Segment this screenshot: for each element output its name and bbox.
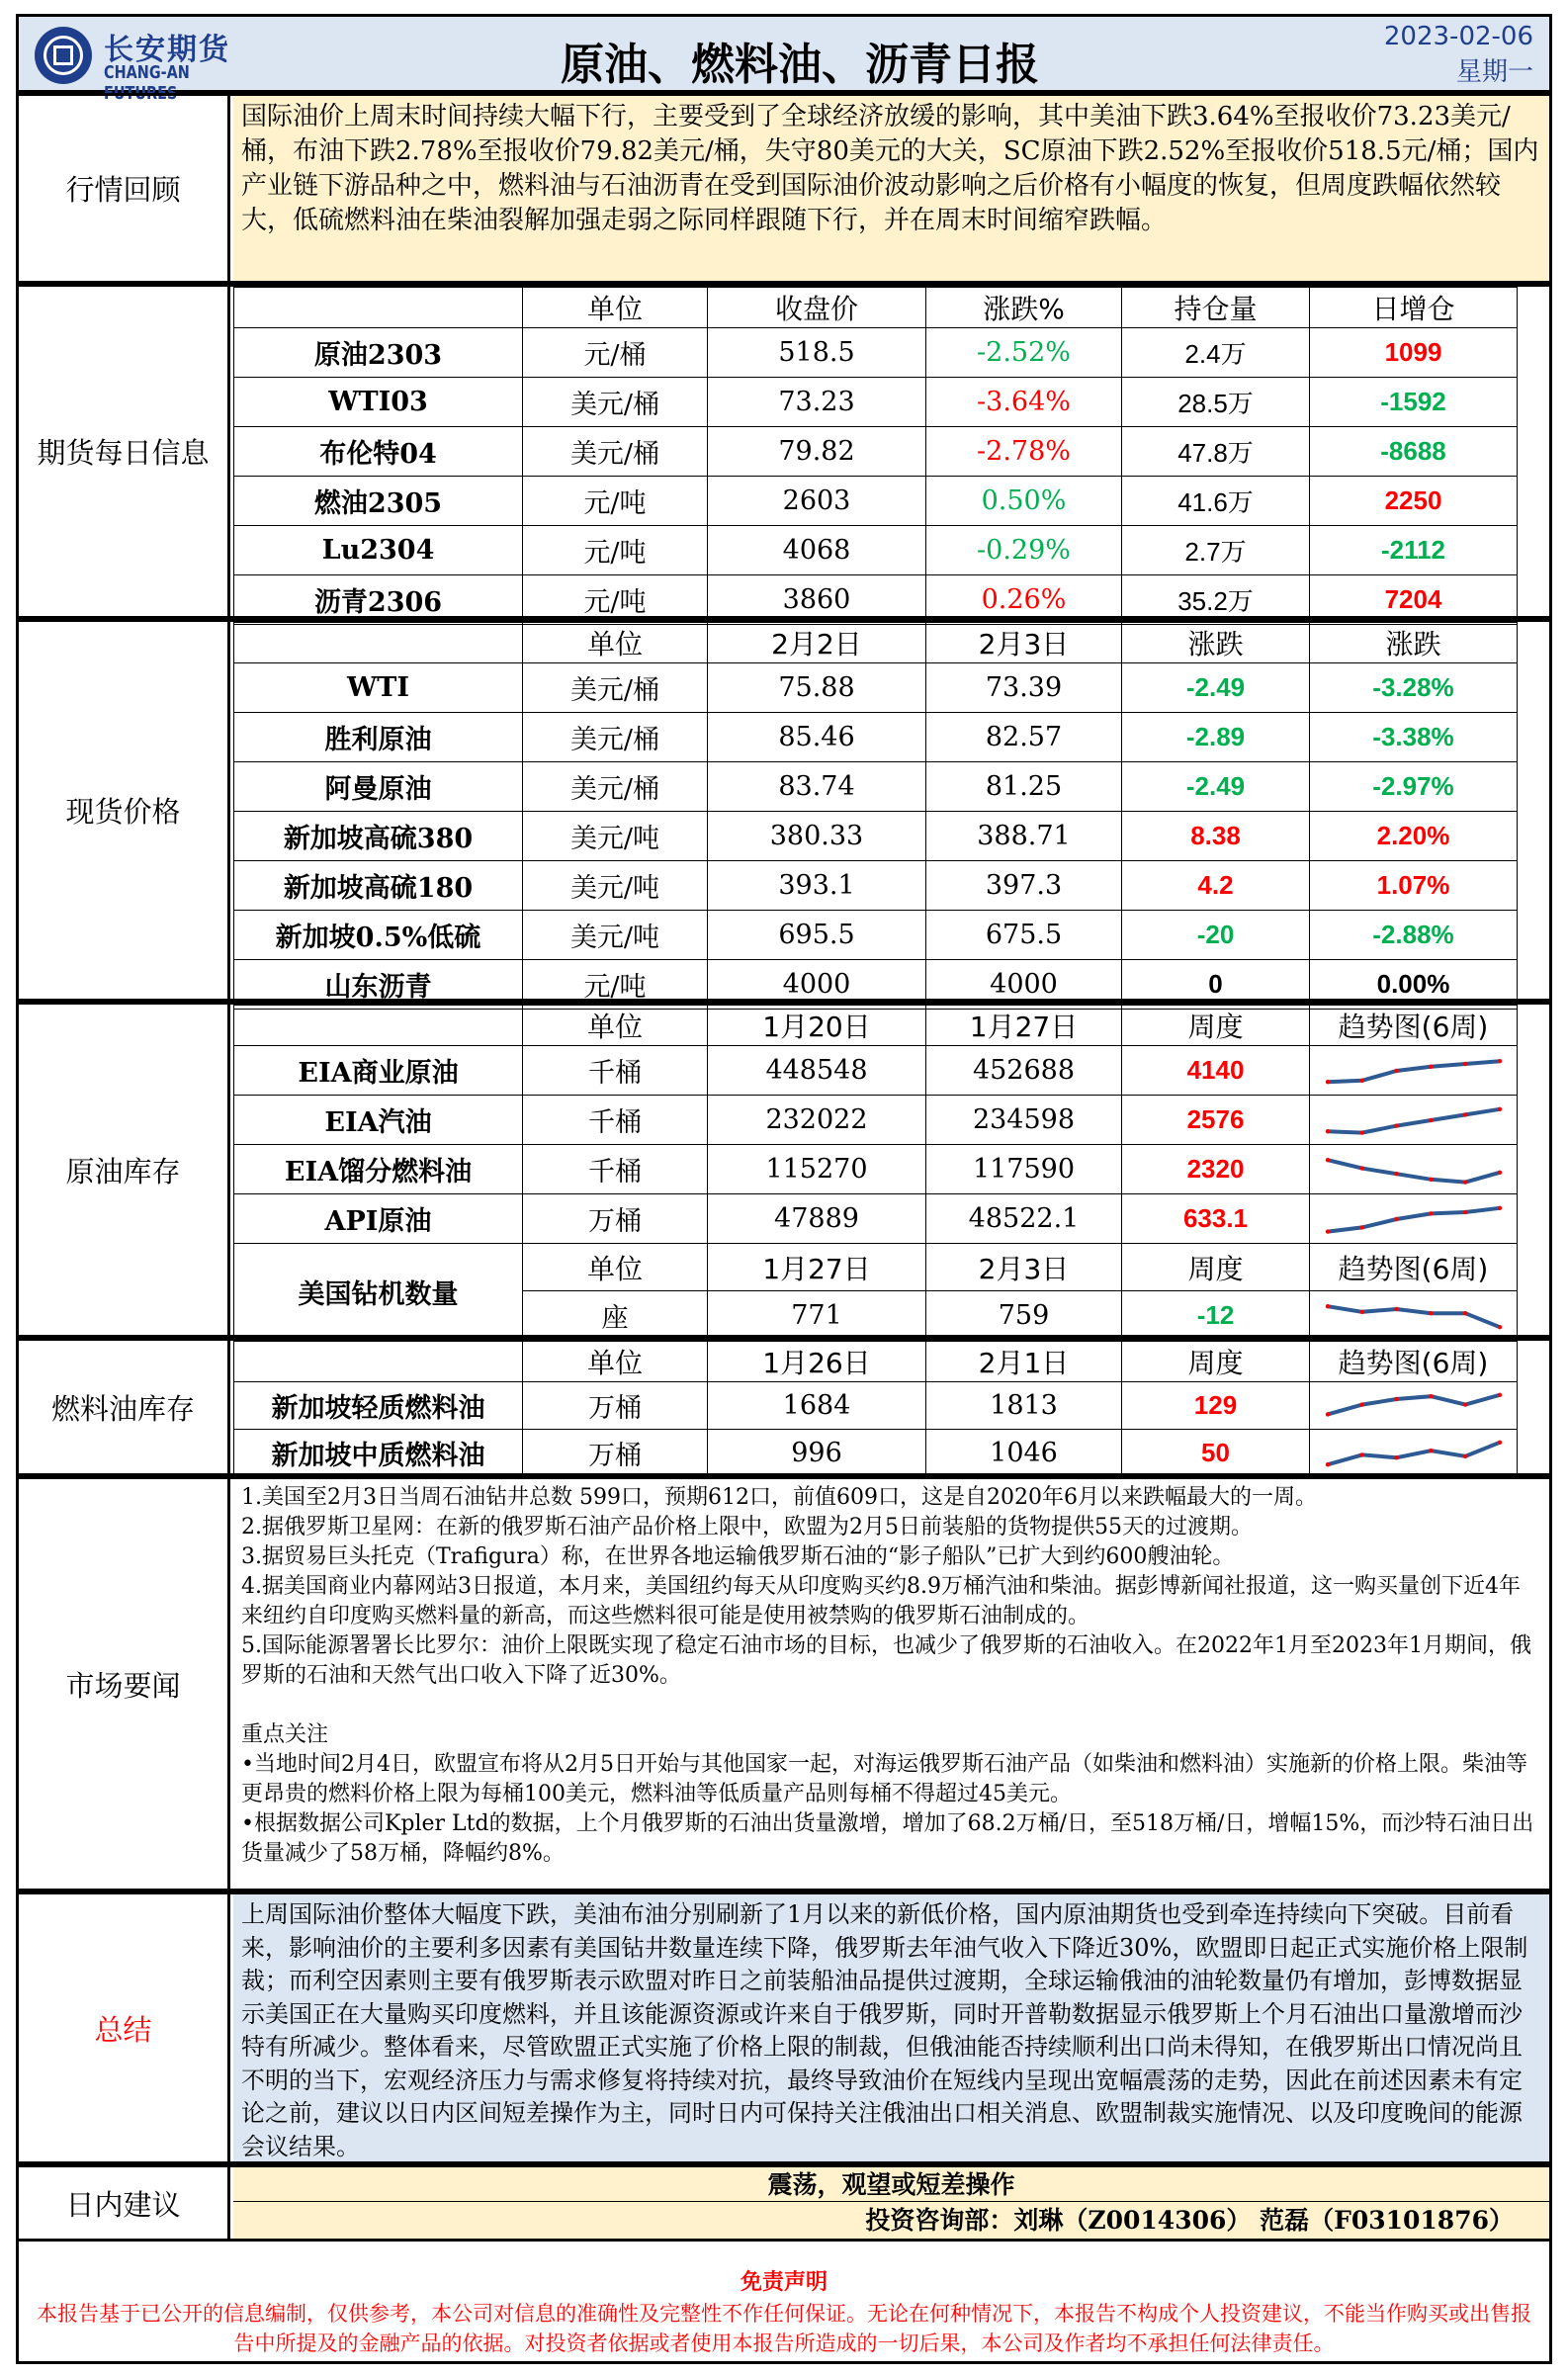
trend-point	[1359, 1166, 1363, 1170]
price-day2: 4000	[926, 960, 1122, 1010]
value-week2: 759	[926, 1291, 1122, 1341]
unit-cell: 座	[523, 1291, 708, 1341]
spot-row	[234, 762, 1518, 812]
unit-cell: 美元/吨	[523, 861, 708, 911]
trend-sparkline	[1320, 1386, 1508, 1426]
trend-point	[1497, 1106, 1501, 1110]
contract-name: Lu2304	[234, 526, 523, 575]
value-week1: 448548	[708, 1046, 926, 1096]
daily-oi-change: -2112	[1310, 526, 1518, 575]
unit-cell: 万桶	[523, 1194, 708, 1244]
disclaimer-text: 本报告基于已公开的信息编制，仅供参考，本公司对信息的准确性及完整性不作任何保证。无论在何种情况下，本报告不构成个人投资建议，不能当作购买或出售报告中所提及的金融产品的依据。对投资者依据或者使用本报告所造成的一切后果，本公司及作者均不承担任何法律责任。	[37, 2302, 1531, 2355]
trend-point	[1429, 1117, 1433, 1121]
inventory-name: 新加坡中质燃料油	[234, 1430, 523, 1477]
disclaimer-title: 免责声明	[740, 2269, 828, 2295]
column-header: 单位	[523, 1006, 708, 1046]
trend-point	[1359, 1452, 1363, 1456]
focus-item: •根据数据公司Kpler Ltd的数据，上个月俄罗斯的石油出货量激增，增加了68.2万桶/日，至518万桶/日，增幅15%，而沙特石油日出货量减少了58万桶，降幅约8%。	[241, 1811, 1534, 1866]
report-title: 原油、燃料油、沥青日报	[561, 40, 1039, 90]
open-interest: 41.6万	[1122, 477, 1310, 526]
column-header: 2月3日	[926, 1244, 1122, 1291]
inventory-row	[234, 1145, 1518, 1194]
price-day1: 393.1	[708, 861, 926, 911]
logo-chinese-name: 长安期货	[104, 33, 230, 67]
trend-point	[1325, 1229, 1329, 1233]
unit-cell: 元/桶	[523, 328, 708, 378]
focus-title: 重点关注	[241, 1722, 329, 1747]
column-header: 日增仓	[1310, 288, 1518, 328]
company-logo	[33, 23, 280, 104]
open-interest: 2.7万	[1122, 526, 1310, 575]
column-header: 涨跌	[1310, 623, 1518, 663]
column-header: 单位	[523, 1244, 708, 1291]
open-interest: 2.4万	[1122, 328, 1310, 378]
futures-row	[234, 575, 1518, 625]
trend-line	[1328, 1108, 1500, 1132]
value-week1: 1684	[708, 1382, 926, 1430]
trend-sparkline	[1320, 1100, 1508, 1140]
price-day1: 695.5	[708, 911, 926, 960]
daily-oi-change: -1592	[1310, 378, 1518, 427]
trend-point	[1359, 1130, 1363, 1134]
value-week2: 452688	[926, 1046, 1122, 1096]
futures-table	[233, 287, 1518, 625]
unit-cell: 元/吨	[523, 960, 708, 1010]
summary-text: 上周国际油价整体大幅度下跌，美油布油分别刷新了1月以来的新低价格，国内原油期货也受到牵连持续向下突破。目前看来，影响油价的主要利多因素有美国钻井数量连续下降，俄罗斯去年油气收入下降近30%，欧盟即日起正式实施价格上限制裁；而利空因素则主要有俄罗斯表示欧盟对昨日之前装船油品提供过渡期，全球运输俄油的油轮数量仍有增加，彭博数据显示美国正在大量购买印度燃料，并且该能源资源或许来自于俄罗斯，同时开普勒数据显示俄罗斯上个月石油出口量激增而沙特有所减少。整体看来，尽管欧盟正式实施了价格上限的制裁，但俄油能否持续顺利出口尚未得知，在俄罗斯出口情况尚且不明的当下，宏观经济压力与需求修复将持续对抗，最终导致油价在短线内呈现出宽幅震荡的走势，因此在前述因素未有定论之前，建议以日内区间短差操作为主，同时日内可保持关注俄油出口相关消息、欧盟制裁实施情况、以及印度晚间的能源会议结果。	[233, 1894, 1549, 2161]
column-header	[234, 1006, 523, 1046]
summary-section	[16, 1891, 1552, 2164]
section-label: 行情回顾	[19, 96, 230, 281]
weekly-change: 633.1	[1122, 1194, 1310, 1244]
news-item: 5.国际能源署署长比罗尔：油价上限既实现了稳定石油市场的目标，也减少了俄罗斯的石油收入。在2022年1月至2023年1月期间，俄罗斯的石油和天然气出口收入下降了近30%。	[241, 1633, 1531, 1688]
trend-sparkline	[1320, 1051, 1508, 1091]
inventory-row	[234, 1194, 1518, 1244]
trend-point	[1429, 1064, 1433, 1068]
unit-cell: 美元/吨	[523, 911, 708, 960]
price-change-percent: 0.00%	[1310, 960, 1518, 1010]
value-week1: 115270	[708, 1145, 926, 1194]
fuel-inventory-table	[233, 1341, 1518, 1477]
report-date-block	[1384, 19, 1533, 90]
futures-row	[234, 378, 1518, 427]
price-day1: 83.74	[708, 762, 926, 812]
focus-item: •当地时间2月4日，欧盟宣布将从2月5日开始与其他国家一起，对海运俄罗斯石油产品（如柴油和燃料油）实施新的价格上限。柴油等更昂贵的燃料价格上限为每桶100美元，燃料油等低质量产品则每桶不得超过45美元。	[241, 1752, 1527, 1806]
inventory-name: API原油	[234, 1194, 523, 1244]
price-change-percent: 2.20%	[1310, 812, 1518, 861]
price-change: -20	[1122, 911, 1310, 960]
trend-cell	[1310, 1430, 1518, 1477]
trend-point	[1497, 1392, 1501, 1396]
report-header	[16, 14, 1552, 104]
spot-name: 新加坡高硫380	[234, 812, 523, 861]
daily-oi-change: -8688	[1310, 427, 1518, 477]
column-header: 趋势图(6周)	[1310, 1342, 1518, 1382]
change-percent: 0.50%	[926, 477, 1122, 526]
market-review-section	[16, 93, 1552, 284]
market-news-section	[16, 1476, 1552, 1891]
section-label: 日内建议	[19, 2167, 230, 2239]
unit-cell: 万桶	[523, 1430, 708, 1477]
price-change: 4.2	[1122, 861, 1310, 911]
unit-cell: 美元/桶	[523, 427, 708, 477]
news-item: 3.据贸易巨头托克（Trafigura）称，在世界各地运输俄罗斯石油的“影子船队”已扩大到约600艘油轮。	[241, 1544, 1235, 1569]
value-week2: 1046	[926, 1430, 1122, 1477]
trend-point	[1497, 1059, 1501, 1063]
open-interest: 35.2万	[1122, 575, 1310, 625]
spot-section	[16, 619, 1552, 1002]
price-change: -2.49	[1122, 762, 1310, 812]
spot-row	[234, 911, 1518, 960]
spot-name: 新加坡高硫180	[234, 861, 523, 911]
trend-point	[1463, 1311, 1467, 1315]
inventory-row	[234, 1046, 1518, 1096]
close-price: 4068	[708, 526, 926, 575]
inventory-name: 新加坡轻质燃料油	[234, 1382, 523, 1430]
trend-point	[1394, 1216, 1398, 1220]
section-label: 市场要闻	[19, 1479, 230, 1889]
inventory-name: EIA汽油	[234, 1096, 523, 1145]
trend-point	[1429, 1211, 1433, 1215]
trend-point	[1429, 1394, 1433, 1398]
news-body	[233, 1479, 1549, 1873]
column-header: 单位	[523, 623, 708, 663]
value-week1: 47889	[708, 1194, 926, 1244]
weekly-change: 2576	[1122, 1096, 1310, 1145]
trend-point	[1325, 1158, 1329, 1162]
analyst-contact: 投资咨询部：刘琳（Z0014306） 范磊（F03101876）	[233, 2202, 1549, 2239]
section-label: 总结	[19, 1894, 230, 2161]
trend-line	[1328, 1061, 1500, 1082]
trend-point	[1325, 1462, 1329, 1466]
close-price: 3860	[708, 575, 926, 625]
price-change-percent: -2.97%	[1310, 762, 1518, 812]
inventory-row	[234, 1430, 1518, 1477]
spot-row	[234, 713, 1518, 762]
header-row	[234, 1006, 1518, 1046]
trend-point	[1497, 1440, 1501, 1444]
price-day1: 4000	[708, 960, 926, 1010]
market-review-text: 国际油价上周末时间持续大幅下行，主要受到了全球经济放缓的影响，其中美油下跌3.64%至报收价73.23美元/桶，布油下跌2.78%至报收价79.82美元/桶，失守80美元的大关，SC原油下跌2.52%至报收价518.5元/桶；国内产业链下游品种之中，燃料油与石油沥青在受到国际油价波动影响之后价格有小幅度的恢复，但周度跌幅依然较大，低硫燃料油在柴油裂解加强走弱之际同样跟随下行，并在周末时间缩窄跌幅。	[233, 96, 1549, 281]
unit-cell: 千桶	[523, 1046, 708, 1096]
section-label: 原油库存	[19, 1005, 230, 1335]
column-header: 持仓量	[1122, 288, 1310, 328]
unit-cell: 美元/吨	[523, 812, 708, 861]
rig-count-name: 美国钻机数量	[234, 1244, 523, 1341]
column-header: 2月1日	[926, 1342, 1122, 1382]
spot-name: WTI	[234, 663, 523, 713]
section-label: 燃料油库存	[19, 1341, 230, 1473]
futures-row	[234, 526, 1518, 575]
trend-point	[1359, 1402, 1363, 1406]
trend-point	[1429, 1449, 1433, 1452]
section-label: 现货价格	[19, 622, 230, 999]
spot-row	[234, 861, 1518, 911]
price-change-percent: 1.07%	[1310, 861, 1518, 911]
trend-point	[1394, 1455, 1398, 1459]
unit-cell: 美元/桶	[523, 713, 708, 762]
disclaimer-section	[16, 2242, 1552, 2364]
trend-cell	[1310, 1096, 1518, 1145]
news-item: 2.据俄罗斯卫星网：在新的俄罗斯石油产品价格上限中，欧盟为2月5日前装船的货物提供55天的过渡期。	[241, 1515, 1253, 1539]
weekly-change: 50	[1122, 1430, 1310, 1477]
contract-name: 燃油2305	[234, 477, 523, 526]
weekly-change: 2320	[1122, 1145, 1310, 1194]
futures-row	[234, 477, 1518, 526]
trend-point	[1325, 1304, 1329, 1308]
trend-point	[1394, 1172, 1398, 1176]
price-day2: 73.39	[926, 663, 1122, 713]
value-week2: 117590	[926, 1145, 1122, 1194]
fuel-inventory-section	[16, 1338, 1552, 1476]
value-week2: 48522.1	[926, 1194, 1122, 1244]
unit-cell: 万桶	[523, 1382, 708, 1430]
news-item: 4.据美国商业内幕网站3日报道，本月来，美国纽约每天从印度购买约8.9万桶汽油和柴油。据彭博新闻社报道，这一购买量创下近4年来纽约自印度购买燃料量的新高，而这些燃料很可能是使用被禁购的俄罗斯石油制成的。	[241, 1574, 1521, 1628]
trend-cell	[1310, 1382, 1518, 1430]
price-day2: 388.71	[926, 812, 1122, 861]
open-interest: 47.8万	[1122, 427, 1310, 477]
report-date: 2023-02-06	[1383, 22, 1533, 51]
trend-line	[1328, 1160, 1500, 1182]
column-header	[234, 1342, 523, 1382]
column-header: 趋势图(6周)	[1310, 1006, 1518, 1046]
trend-point	[1463, 1061, 1467, 1065]
logo-emblem-icon	[35, 27, 92, 84]
value-week2: 234598	[926, 1096, 1122, 1145]
trend-point	[1394, 1123, 1398, 1127]
column-header: 1月20日	[708, 1006, 926, 1046]
trend-sparkline	[1320, 1434, 1508, 1473]
price-change-percent: -3.28%	[1310, 663, 1518, 713]
unit-cell: 千桶	[523, 1096, 708, 1145]
trend-point	[1325, 1080, 1329, 1084]
value-week2: 1813	[926, 1382, 1122, 1430]
trend-point	[1429, 1177, 1433, 1181]
price-change: 0	[1122, 960, 1310, 1010]
futures-row	[234, 328, 1518, 378]
trend-point	[1394, 1068, 1398, 1072]
header-row	[234, 288, 1518, 328]
spot-name: 新加坡0.5%低硫	[234, 911, 523, 960]
trend-point	[1497, 1170, 1501, 1174]
price-change: -2.89	[1122, 713, 1310, 762]
weekly-change: -12	[1122, 1291, 1310, 1341]
futures-row	[234, 427, 1518, 477]
inventory-name: EIA商业原油	[234, 1046, 523, 1096]
trend-line	[1328, 1207, 1500, 1231]
unit-cell: 元/吨	[523, 526, 708, 575]
daily-oi-change: 1099	[1310, 328, 1518, 378]
spot-name: 胜利原油	[234, 713, 523, 762]
close-price: 73.23	[708, 378, 926, 427]
column-header: 1月26日	[708, 1342, 926, 1382]
change-percent: 0.26%	[926, 575, 1122, 625]
change-percent: -2.78%	[926, 427, 1122, 477]
trend-cell	[1310, 1046, 1518, 1096]
inventory-name: EIA馏分燃料油	[234, 1145, 523, 1194]
spot-name: 阿曼原油	[234, 762, 523, 812]
contract-name: 原油2303	[234, 328, 523, 378]
contract-name: WTI03	[234, 378, 523, 427]
close-price: 2603	[708, 477, 926, 526]
price-change: -2.49	[1122, 663, 1310, 713]
column-header: 1月27日	[708, 1244, 926, 1291]
contract-name: 布伦特04	[234, 427, 523, 477]
column-header: 2月3日	[926, 623, 1122, 663]
weekly-change: 129	[1122, 1382, 1310, 1430]
trend-point	[1359, 1309, 1363, 1313]
spacer	[241, 1691, 1541, 1720]
intraday-advice: 震荡，观望或短差操作	[233, 2167, 1549, 2202]
header-row	[234, 623, 1518, 663]
column-header: 单位	[523, 1342, 708, 1382]
trend-point	[1394, 1396, 1398, 1400]
price-day1: 75.88	[708, 663, 926, 713]
inventory-row	[234, 1096, 1518, 1145]
unit-cell: 元/吨	[523, 477, 708, 526]
trend-cell	[1310, 1145, 1518, 1194]
trend-point	[1497, 1205, 1501, 1209]
column-header: 周度	[1122, 1342, 1310, 1382]
column-header: 1月27日	[926, 1006, 1122, 1046]
column-header: 2月2日	[708, 623, 926, 663]
unit-cell: 美元/桶	[523, 663, 708, 713]
close-price: 518.5	[708, 328, 926, 378]
rig-header-row	[234, 1244, 1518, 1291]
spot-table	[233, 622, 1518, 1010]
trend-line	[1328, 1394, 1500, 1414]
trend-point	[1463, 1112, 1467, 1116]
crude-inventory-section	[16, 1002, 1552, 1338]
daily-oi-change: 7204	[1310, 575, 1518, 625]
column-header	[234, 288, 523, 328]
open-interest: 28.5万	[1122, 378, 1310, 427]
price-day2: 81.25	[926, 762, 1122, 812]
column-header: 涨跌%	[926, 288, 1122, 328]
trend-point	[1463, 1402, 1467, 1406]
trend-point	[1359, 1078, 1363, 1082]
trend-point	[1463, 1209, 1467, 1213]
change-percent: -3.64%	[926, 378, 1122, 427]
trend-sparkline	[1320, 1150, 1508, 1189]
column-header: 收盘价	[708, 288, 926, 328]
spot-name: 山东沥青	[234, 960, 523, 1010]
header-row	[234, 1342, 1518, 1382]
spot-row	[234, 663, 1518, 713]
price-day2: 397.3	[926, 861, 1122, 911]
trend-sparkline	[1320, 1296, 1508, 1336]
value-week1: 996	[708, 1430, 926, 1477]
column-header: 涨跌	[1122, 623, 1310, 663]
column-header	[234, 623, 523, 663]
unit-cell: 美元/桶	[523, 378, 708, 427]
crude-inventory-table	[233, 1005, 1518, 1341]
price-day1: 85.46	[708, 713, 926, 762]
change-percent: -2.52%	[926, 328, 1122, 378]
unit-cell: 元/吨	[523, 575, 708, 625]
trend-point	[1394, 1306, 1398, 1310]
column-header: 周度	[1122, 1244, 1310, 1291]
price-day1: 380.33	[708, 812, 926, 861]
trend-point	[1325, 1129, 1329, 1133]
futures-section	[16, 284, 1552, 619]
change-percent: -0.29%	[926, 526, 1122, 575]
trend-line	[1328, 1442, 1500, 1463]
close-price: 79.82	[708, 427, 926, 477]
value-week1: 232022	[708, 1096, 926, 1145]
price-day2: 82.57	[926, 713, 1122, 762]
trend-cell	[1310, 1291, 1518, 1341]
trend-point	[1463, 1180, 1467, 1184]
column-header: 周度	[1122, 1006, 1310, 1046]
price-day2: 675.5	[926, 911, 1122, 960]
trend-point	[1497, 1325, 1501, 1329]
price-change: 8.38	[1122, 812, 1310, 861]
trend-point	[1463, 1453, 1467, 1457]
advice-section	[16, 2164, 1552, 2242]
trend-cell	[1310, 1194, 1518, 1244]
price-change-percent: -3.38%	[1310, 713, 1518, 762]
trend-point	[1429, 1311, 1433, 1315]
contract-name: 沥青2306	[234, 575, 523, 625]
daily-oi-change: 2250	[1310, 477, 1518, 526]
trend-point	[1359, 1225, 1363, 1229]
report-weekday: 星期一	[1455, 57, 1533, 87]
inventory-row	[234, 1382, 1518, 1430]
spot-row	[234, 812, 1518, 861]
column-header: 单位	[523, 288, 708, 328]
unit-cell: 美元/桶	[523, 762, 708, 812]
logo-english-name: CHANG-AN FUTURES	[104, 62, 190, 104]
section-label: 期货每日信息	[19, 287, 230, 616]
unit-cell: 千桶	[523, 1145, 708, 1194]
trend-point	[1325, 1412, 1329, 1416]
value-week1: 771	[708, 1291, 926, 1341]
price-change-percent: -2.88%	[1310, 911, 1518, 960]
weekly-change: 4140	[1122, 1046, 1310, 1096]
news-item: 1.美国至2月3日当周石油钻井总数 599口，预期612口，前值609口，这是自2020年6月以来跌幅最大的一周。	[241, 1485, 1317, 1510]
column-header: 趋势图(6周)	[1310, 1244, 1518, 1291]
trend-sparkline	[1320, 1199, 1508, 1239]
trend-line	[1328, 1306, 1500, 1327]
